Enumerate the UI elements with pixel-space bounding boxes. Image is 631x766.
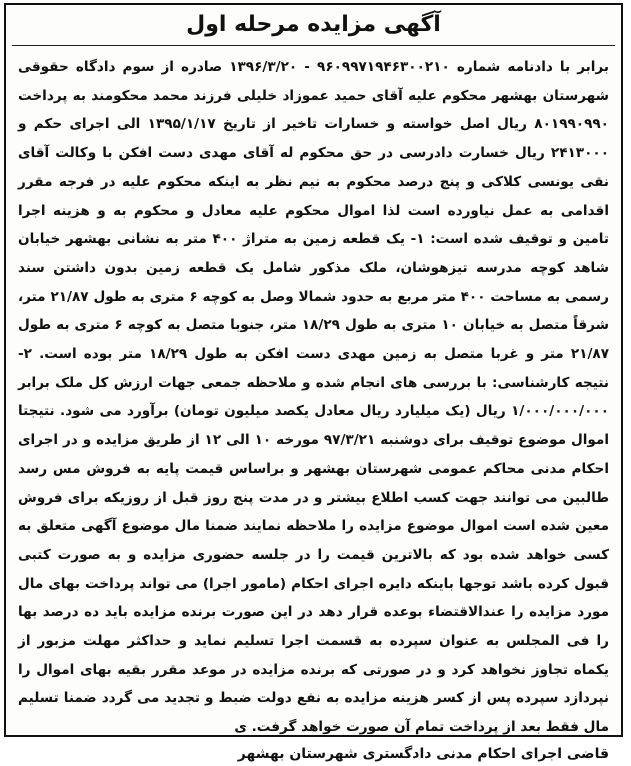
- notice-body: برابر با دادنامه شماره ۹۶۰۹۹۷۱۹۴۶۳۰۰۲۱۰ - ۱۳۹۶/۳/۲۰ صادره از سوم دادگاه حقوقی شهرستان بهشهر محکوم علیه آقای حمید عموزاد خلیلی فرزند محمد محکومند به پرداخت ۸۰۱۹۹۰۹۹۰ ریال اصل خواسته و خسارات تاخیر از تاریخ ۱۳۹۵/۱/۱۷ الی اجرای حکم و ۲۴۱۳۰۰۰ ریال خسارت دادرسی در حق محکوم له آقای مهدی دست افکن با وکالت آقای نقی یونسی کلاکی و پنج درصد محکوم به نیم نظر به اینکه محکوم علیه در فرجه مقرر اقدامی به عمل نیاورده است لذا اموال محکوم علیه معادل و محکوم به و هزینه اجرا تامین و توقیف شده است: ۱- یک قطعه زمین به متراژ ۴۰۰ متر به نشانی بهشهر خیابان شاهد کوچه مدرسه تیزهوشان، ملک مذکور شامل یک قطعه زمین بدون داشتن سند رسمی به مساحت ۴۰۰ متر مربع به حدود شمالا وصل به کوچه ۶ متری به طول ۲۱/۸۷ متر، شرقاً متصل به خیابان ۱۰ متری به طول ۱۸/۲۹ متر، جنوبا متصل به کوچه ۶ متری به طول ۲۱/۸۷ متر و غربا متصل به زمین مهدی دست افکن به طول ۱۸/۲۹ متر بوده است. ۲- نتیجه کارشناسی: با بررسی های انجام شده و ملاحظه جمعی جهات ارزش کل ملک برابر ۱/۰۰۰/۰۰۰/۰۰۰ ریال (یک میلیارد ریال معادل یکصد میلیون تومان) برآورد می شود. نتیجتا اموال موضوع توقیف برای دوشنبه ۹۷/۳/۲۱ مورخه ۱۰ الی ۱۲ از طریق مزایده و در اجرای احکام مدنی محاکم عمومی شهرستان بهشهر و براساس قیمت پایه به فروش مس رسد طالبین می توانند جهت کسب اطلاع بیشتر و در مدت پنج روز قبل از روزیکه برای فروش معین شده است اموال موضوع مزایده را ملاحظه نمایند ضمنا مال موضوع آگهی متعلق به کسی خواهد شده بود که بالاترین قیمت را در جلسه حضوری مزایده و به صورت کتبی قبول کرده باشد توجها باینکه دایره اجرای احکام (مامور اجرا) می تواند پرداخت بهای مال مورد مزایده را عندالاقتضاء بوعده قرار دهد در این صورت برنده مزایده باید ده درصد بها را فی المجلس به عنوان سپرده به قسمت اجرا تسلیم نماید و حداکثر مهلت مزبور از یکماه تجاوز نخواهد کرد و در صورتی که برنده مزایده در موعد مقرر بقیه بهای اموال را نپردازد سپرده پس از کسر هزینه مزایده به نفع دولت ضبط و تجدید می گردد ضمنا تسلیم مال فقط بعد از پرداخت تمام آن صورت خواهد گرفت. ی: [18, 59, 609, 736]
- auction-notice: [4, 3, 623, 762]
- title-divider: [12, 45, 615, 46]
- notice-title: آگهی مزایده مرحله اول: [186, 12, 441, 37]
- notice-signature: قاضی اجرای احکام مدنی دادگستری شهرستان بهشهر: [237, 745, 609, 762]
